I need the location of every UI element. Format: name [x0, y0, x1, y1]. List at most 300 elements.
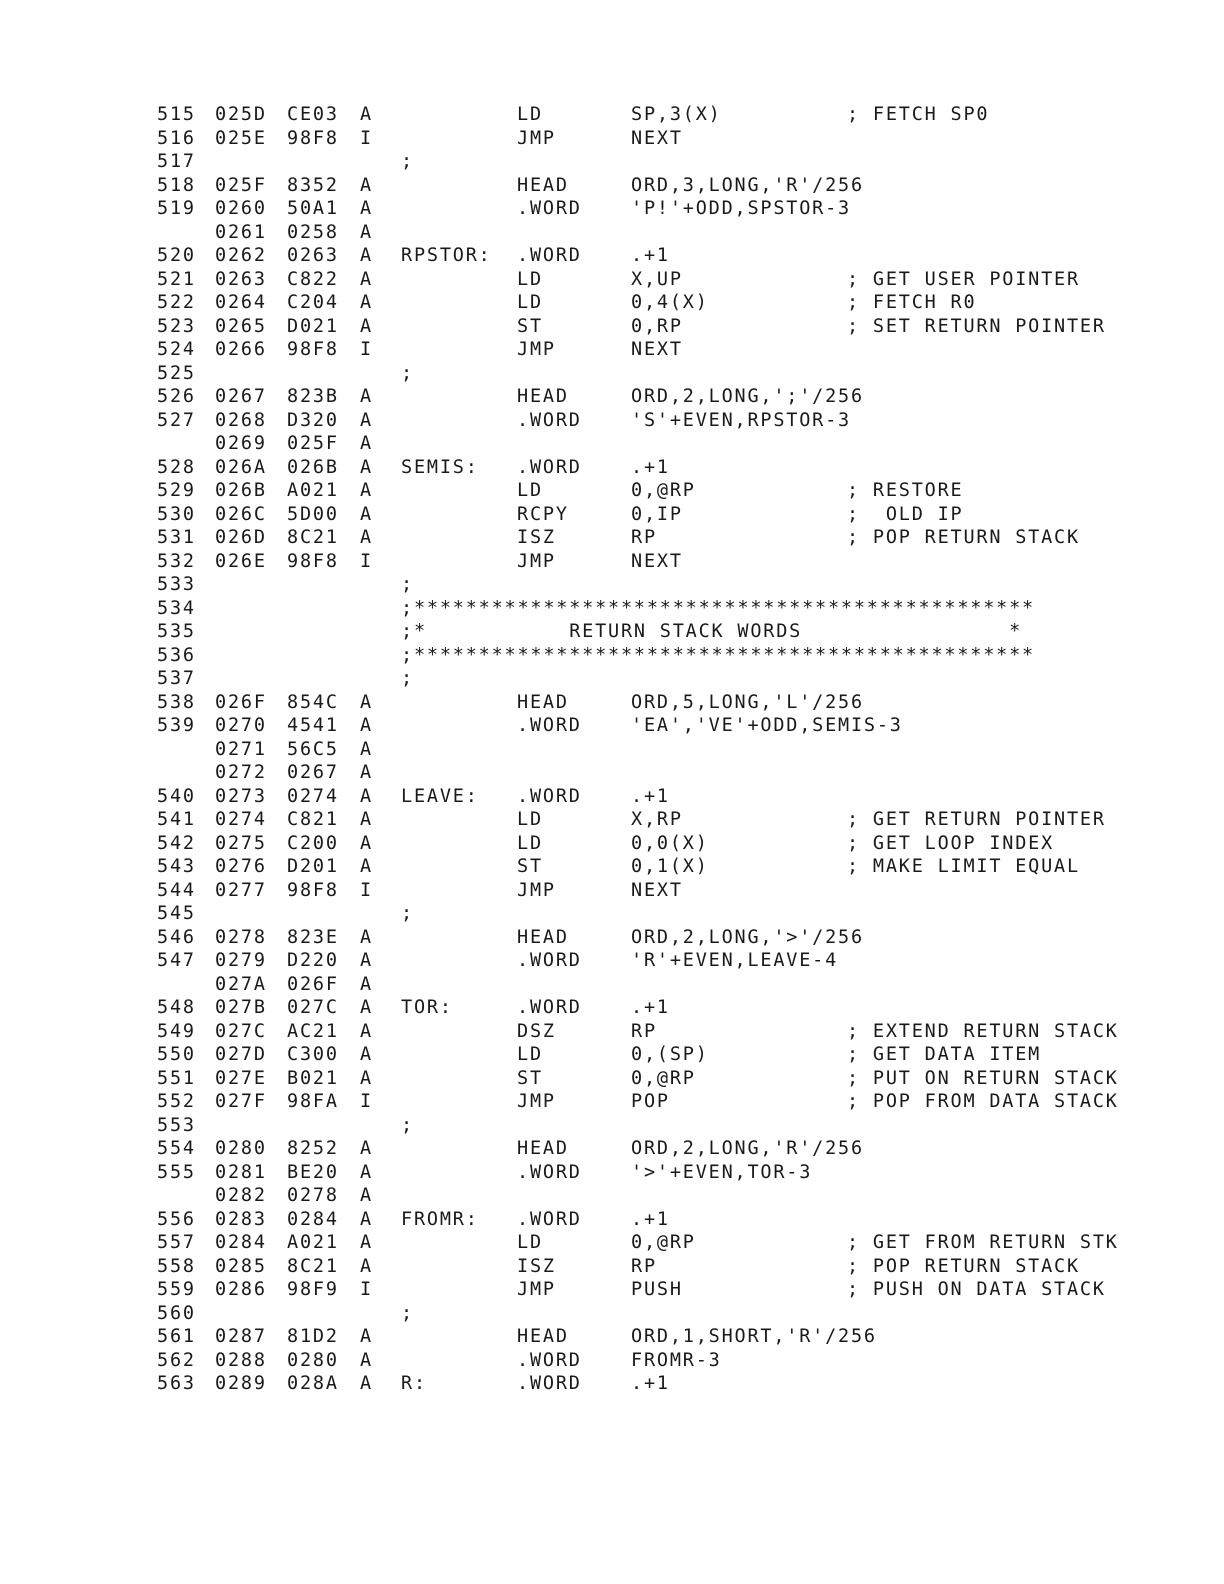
object-code: 025F [287, 433, 339, 454]
comment: ; EXTEND RETURN STACK [847, 1020, 1119, 1042]
address: 0263 [215, 268, 267, 290]
listing-row [157, 104, 1177, 128]
opcode: .WORD [517, 409, 582, 431]
address: 0262 [215, 245, 267, 266]
operand: 'EA','VE'+ODD,SEMIS-3 [631, 715, 903, 736]
object-code: C200 [287, 832, 339, 854]
comment: ; MAKE LIMIT EQUAL [847, 856, 1080, 877]
opcode: .WORD [517, 1349, 582, 1371]
address: 025D [215, 104, 267, 125]
object-code: CE03 [287, 104, 339, 125]
line-number: 545 [157, 903, 196, 924]
relocation-flag: A [360, 104, 373, 125]
relocation-flag: A [360, 1185, 373, 1206]
line-number: 560 [157, 1302, 196, 1324]
opcode: .WORD [517, 1373, 582, 1394]
address: 027C [215, 1020, 267, 1042]
listing-row [157, 739, 1177, 763]
object-code: 823B [287, 386, 339, 407]
line-number: 559 [157, 1279, 196, 1300]
listing-row [157, 974, 1177, 998]
listing-row [157, 786, 1177, 810]
line-number: 530 [157, 503, 196, 525]
label: ; [401, 1302, 414, 1324]
address: 026B [215, 480, 267, 501]
address: 0268 [215, 409, 267, 431]
object-code: 8352 [287, 174, 339, 196]
comment: ; FETCH R0 [847, 292, 977, 313]
comment: ; POP RETURN STACK [847, 1255, 1080, 1277]
label: LEAVE: [401, 785, 479, 807]
line-number: 562 [157, 1349, 196, 1371]
relocation-flag: A [360, 174, 373, 196]
opcode: ST [517, 856, 543, 877]
relocation-flag: A [360, 1326, 373, 1347]
line-number: 520 [157, 245, 196, 266]
line-number: 556 [157, 1208, 196, 1230]
address: 0264 [215, 292, 267, 313]
label: FROMR: [401, 1208, 479, 1230]
object-code: 98F8 [287, 339, 339, 360]
line-number: 536 [157, 644, 196, 666]
address: 0279 [215, 950, 267, 971]
address: 0287 [215, 1326, 267, 1347]
comment: ; GET USER POINTER [847, 268, 1080, 290]
line-number: 537 [157, 668, 196, 689]
relocation-flag: I [360, 550, 373, 572]
opcode: DSZ [517, 1020, 556, 1042]
listing-row [157, 504, 1177, 528]
opcode: LD [517, 268, 543, 290]
address: 0278 [215, 926, 267, 948]
address: 026D [215, 527, 267, 548]
operand: RP [631, 527, 657, 548]
opcode: LD [517, 809, 543, 830]
listing-row [157, 1185, 1177, 1209]
address: 0284 [215, 1232, 267, 1253]
opcode: LD [517, 1232, 543, 1253]
line-number: 554 [157, 1138, 196, 1159]
listing-row [157, 645, 1177, 669]
address: 027B [215, 997, 267, 1018]
opcode: .WORD [517, 1208, 582, 1230]
line-number: 515 [157, 104, 196, 125]
address: 027F [215, 1091, 267, 1112]
relocation-flag: A [360, 856, 373, 877]
relocation-flag: A [360, 245, 373, 266]
operand: FROMR-3 [631, 1349, 722, 1371]
object-code: C204 [287, 292, 339, 313]
label: ; [401, 574, 414, 595]
line-number: 543 [157, 856, 196, 877]
listing-row [157, 1279, 1177, 1303]
line-number: 528 [157, 456, 196, 478]
line-number: 549 [157, 1020, 196, 1042]
object-code: 0267 [287, 762, 339, 783]
operand: '>'+EVEN,TOR-3 [631, 1161, 813, 1183]
address: 0266 [215, 339, 267, 360]
opcode: .WORD [517, 997, 582, 1018]
label: SEMIS: [401, 456, 479, 478]
operand: NEXT [631, 550, 683, 572]
operand: RP [631, 1255, 657, 1277]
listing-row [157, 527, 1177, 551]
relocation-flag: A [360, 973, 373, 995]
comment: ; POP FROM DATA STACK [847, 1091, 1119, 1112]
line-number: 525 [157, 362, 196, 384]
comment: ; SET RETURN POINTER [847, 315, 1106, 337]
listing-row [157, 363, 1177, 387]
comment: ; GET LOOP INDEX [847, 832, 1055, 854]
address: 0272 [215, 762, 267, 783]
line-number: 553 [157, 1114, 196, 1136]
operand: 0,@RP [631, 480, 696, 501]
relocation-flag: A [360, 715, 373, 736]
object-code: B021 [287, 1067, 339, 1089]
operand: 0,IP [631, 503, 683, 525]
assembly-listing [157, 104, 1177, 1397]
line-number: 532 [157, 550, 196, 572]
relocation-flag: A [360, 1020, 373, 1042]
relocation-flag: A [360, 809, 373, 830]
listing-row [157, 1326, 1177, 1350]
label: TOR: [401, 997, 453, 1018]
opcode: LD [517, 480, 543, 501]
banner-comment: ;************************************************ [401, 597, 1035, 619]
relocation-flag: A [360, 738, 373, 760]
operand: NEXT [631, 127, 683, 149]
address: 0280 [215, 1138, 267, 1159]
listing-row [157, 386, 1177, 410]
listing-row [157, 762, 1177, 786]
listing-row [157, 457, 1177, 481]
relocation-flag: A [360, 503, 373, 525]
comment: ; GET RETURN POINTER [847, 809, 1106, 830]
address: 0276 [215, 856, 267, 877]
address: 027E [215, 1067, 267, 1089]
object-code: C822 [287, 268, 339, 290]
listing-row [157, 833, 1177, 857]
relocation-flag: A [360, 456, 373, 478]
relocation-flag: A [360, 762, 373, 783]
line-number: 561 [157, 1326, 196, 1347]
listing-row [157, 1303, 1177, 1327]
operand: NEXT [631, 339, 683, 360]
listing-row [157, 433, 1177, 457]
opcode: JMP [517, 550, 556, 572]
opcode: ISZ [517, 527, 556, 548]
opcode: .WORD [517, 198, 582, 219]
address: 0261 [215, 221, 267, 243]
listing-row [157, 1162, 1177, 1186]
object-code: D320 [287, 409, 339, 431]
comment: ; PUSH ON DATA STACK [847, 1279, 1106, 1300]
opcode: LD [517, 1044, 543, 1065]
operand: RP [631, 1020, 657, 1042]
relocation-flag: I [360, 339, 373, 360]
relocation-flag: A [360, 527, 373, 548]
operand: PUSH [631, 1279, 683, 1300]
listing-row [157, 175, 1177, 199]
opcode: JMP [517, 127, 556, 149]
object-code: C300 [287, 1044, 339, 1065]
opcode: HEAD [517, 926, 569, 948]
object-code: 0284 [287, 1208, 339, 1230]
listing-row [157, 809, 1177, 833]
operand: ORD,2,LONG,'R'/256 [631, 1138, 864, 1159]
relocation-flag: A [360, 315, 373, 337]
object-code: AC21 [287, 1020, 339, 1042]
operand: .+1 [631, 1208, 670, 1230]
listing-row [157, 1256, 1177, 1280]
operand: SP,3(X) [631, 104, 722, 125]
line-number: 557 [157, 1232, 196, 1253]
address: 0277 [215, 879, 267, 901]
line-number: 542 [157, 832, 196, 854]
relocation-flag: A [360, 268, 373, 290]
object-code: BE20 [287, 1161, 339, 1183]
line-number: 548 [157, 997, 196, 1018]
object-code: 854C [287, 691, 339, 713]
opcode: HEAD [517, 174, 569, 196]
line-number: 519 [157, 198, 196, 219]
object-code: 8C21 [287, 527, 339, 548]
relocation-flag: A [360, 1138, 373, 1159]
listing-row [157, 410, 1177, 434]
object-code: 56C5 [287, 738, 339, 760]
relocation-flag: I [360, 879, 373, 901]
label: ; [401, 151, 414, 172]
object-code: 98F9 [287, 1279, 339, 1300]
listing-row [157, 316, 1177, 340]
relocation-flag: A [360, 950, 373, 971]
listing-row [157, 903, 1177, 927]
listing-row [157, 621, 1177, 645]
opcode: ST [517, 1067, 543, 1089]
listing-row [157, 245, 1177, 269]
listing-row [157, 1373, 1177, 1397]
label: R: [401, 1373, 427, 1394]
address: 0289 [215, 1373, 267, 1394]
relocation-flag: A [360, 1161, 373, 1183]
operand: ORD,1,SHORT,'R'/256 [631, 1326, 877, 1347]
opcode: JMP [517, 1279, 556, 1300]
relocation-flag: A [360, 433, 373, 454]
line-number: 516 [157, 127, 196, 149]
line-number: 551 [157, 1067, 196, 1089]
relocation-flag: A [360, 785, 373, 807]
label: ; [401, 1114, 414, 1136]
listing-row [157, 927, 1177, 951]
object-code: 81D2 [287, 1326, 339, 1347]
object-code: A021 [287, 480, 339, 501]
relocation-flag: A [360, 1349, 373, 1371]
listing-row [157, 997, 1177, 1021]
object-code: 0258 [287, 221, 339, 243]
object-code: 8C21 [287, 1255, 339, 1277]
address: 026F [215, 691, 267, 713]
relocation-flag: A [360, 198, 373, 219]
banner-comment: ;* RETURN STACK WORDS * [401, 621, 1023, 642]
operand: .+1 [631, 997, 670, 1018]
opcode: HEAD [517, 1326, 569, 1347]
opcode: .WORD [517, 785, 582, 807]
address: 027A [215, 973, 267, 995]
object-code: D201 [287, 856, 339, 877]
listing-row [157, 668, 1177, 692]
label: ; [401, 903, 414, 924]
object-code: 0278 [287, 1185, 339, 1206]
object-code: D220 [287, 950, 339, 971]
object-code: 0274 [287, 785, 339, 807]
listing-row [157, 222, 1177, 246]
opcode: .WORD [517, 950, 582, 971]
operand: X,UP [631, 268, 683, 290]
line-number: 524 [157, 339, 196, 360]
listing-row [157, 292, 1177, 316]
relocation-flag: A [360, 691, 373, 713]
opcode: .WORD [517, 1161, 582, 1183]
operand: .+1 [631, 785, 670, 807]
comment: ; POP RETURN STACK [847, 527, 1080, 548]
opcode: JMP [517, 1091, 556, 1112]
line-number: 558 [157, 1255, 196, 1277]
line-number: 541 [157, 809, 196, 830]
object-code: 0280 [287, 1349, 339, 1371]
listing-row [157, 1021, 1177, 1045]
listing-row [157, 151, 1177, 175]
address: 026E [215, 550, 267, 572]
line-number: 535 [157, 621, 196, 642]
listing-row [157, 1138, 1177, 1162]
address: 0265 [215, 315, 267, 337]
relocation-flag: A [360, 1044, 373, 1065]
relocation-flag: A [360, 1255, 373, 1277]
address: 027D [215, 1044, 267, 1065]
banner-comment: ;************************************************ [401, 644, 1035, 666]
relocation-flag: A [360, 1067, 373, 1089]
address: 026A [215, 456, 267, 478]
opcode: .WORD [517, 715, 582, 736]
operand: X,RP [631, 809, 683, 830]
opcode: JMP [517, 339, 556, 360]
object-code: 98F8 [287, 127, 339, 149]
line-number: 523 [157, 315, 196, 337]
operand: POP [631, 1091, 670, 1112]
object-code: 98F8 [287, 879, 339, 901]
operand: ORD,5,LONG,'L'/256 [631, 691, 864, 713]
comment: ; RESTORE [847, 480, 964, 501]
listing-row [157, 1209, 1177, 1233]
line-number: 526 [157, 386, 196, 407]
address: 0285 [215, 1255, 267, 1277]
line-number: 518 [157, 174, 196, 196]
opcode: LD [517, 292, 543, 313]
object-code: 5D00 [287, 503, 339, 525]
label: ; [401, 362, 414, 384]
object-code: 823E [287, 926, 339, 948]
relocation-flag: A [360, 480, 373, 501]
address: 0282 [215, 1185, 267, 1206]
object-code: A021 [287, 1232, 339, 1253]
listing-row [157, 715, 1177, 739]
opcode: RCPY [517, 503, 569, 525]
line-number: 555 [157, 1161, 196, 1183]
operand: .+1 [631, 245, 670, 266]
listing-row [157, 950, 1177, 974]
object-code: 4541 [287, 715, 339, 736]
listing-row [157, 198, 1177, 222]
comment: ; GET FROM RETURN STK [847, 1232, 1119, 1253]
address: 0275 [215, 832, 267, 854]
relocation-flag: A [360, 386, 373, 407]
listing-row [157, 1350, 1177, 1374]
object-code: D021 [287, 315, 339, 337]
label: RPSTOR: [401, 245, 492, 266]
relocation-flag: I [360, 127, 373, 149]
address: 0286 [215, 1279, 267, 1300]
listing-row [157, 598, 1177, 622]
comment: ; FETCH SP0 [847, 104, 990, 125]
relocation-flag: A [360, 997, 373, 1018]
listing-row [157, 1068, 1177, 1092]
line-number: 538 [157, 691, 196, 713]
object-code: 0263 [287, 245, 339, 266]
object-code: 50A1 [287, 198, 339, 219]
address: 0269 [215, 433, 267, 454]
operand: 0,(SP) [631, 1044, 709, 1065]
listing-row [157, 339, 1177, 363]
relocation-flag: A [360, 1208, 373, 1230]
opcode: HEAD [517, 386, 569, 407]
listing-row [157, 692, 1177, 716]
operand: 0,@RP [631, 1067, 696, 1089]
listing-row [157, 480, 1177, 504]
object-code: 027C [287, 997, 339, 1018]
line-number: 547 [157, 950, 196, 971]
operand: 0,@RP [631, 1232, 696, 1253]
object-code: C821 [287, 809, 339, 830]
line-number: 550 [157, 1044, 196, 1065]
operand: 0,RP [631, 315, 683, 337]
operand: 0,4(X) [631, 292, 709, 313]
relocation-flag: A [360, 221, 373, 243]
address: 0281 [215, 1161, 267, 1183]
listing-row [157, 574, 1177, 598]
address: 0260 [215, 198, 267, 219]
address: 0273 [215, 785, 267, 807]
opcode: HEAD [517, 691, 569, 713]
operand: 0,1(X) [631, 856, 709, 877]
address: 025E [215, 127, 267, 149]
operand: ORD,2,LONG,';'/256 [631, 386, 864, 407]
relocation-flag: A [360, 926, 373, 948]
opcode: HEAD [517, 1138, 569, 1159]
listing-row [157, 1232, 1177, 1256]
address: 0267 [215, 386, 267, 407]
object-code: 026F [287, 973, 339, 995]
line-number: 527 [157, 409, 196, 431]
line-number: 521 [157, 268, 196, 290]
operand: .+1 [631, 1373, 670, 1394]
address: 026C [215, 503, 267, 525]
relocation-flag: A [360, 1373, 373, 1394]
listing-row [157, 1091, 1177, 1115]
object-code: 98FA [287, 1091, 339, 1112]
line-number: 531 [157, 527, 196, 548]
operand: ORD,3,LONG,'R'/256 [631, 174, 864, 196]
operand: NEXT [631, 879, 683, 901]
